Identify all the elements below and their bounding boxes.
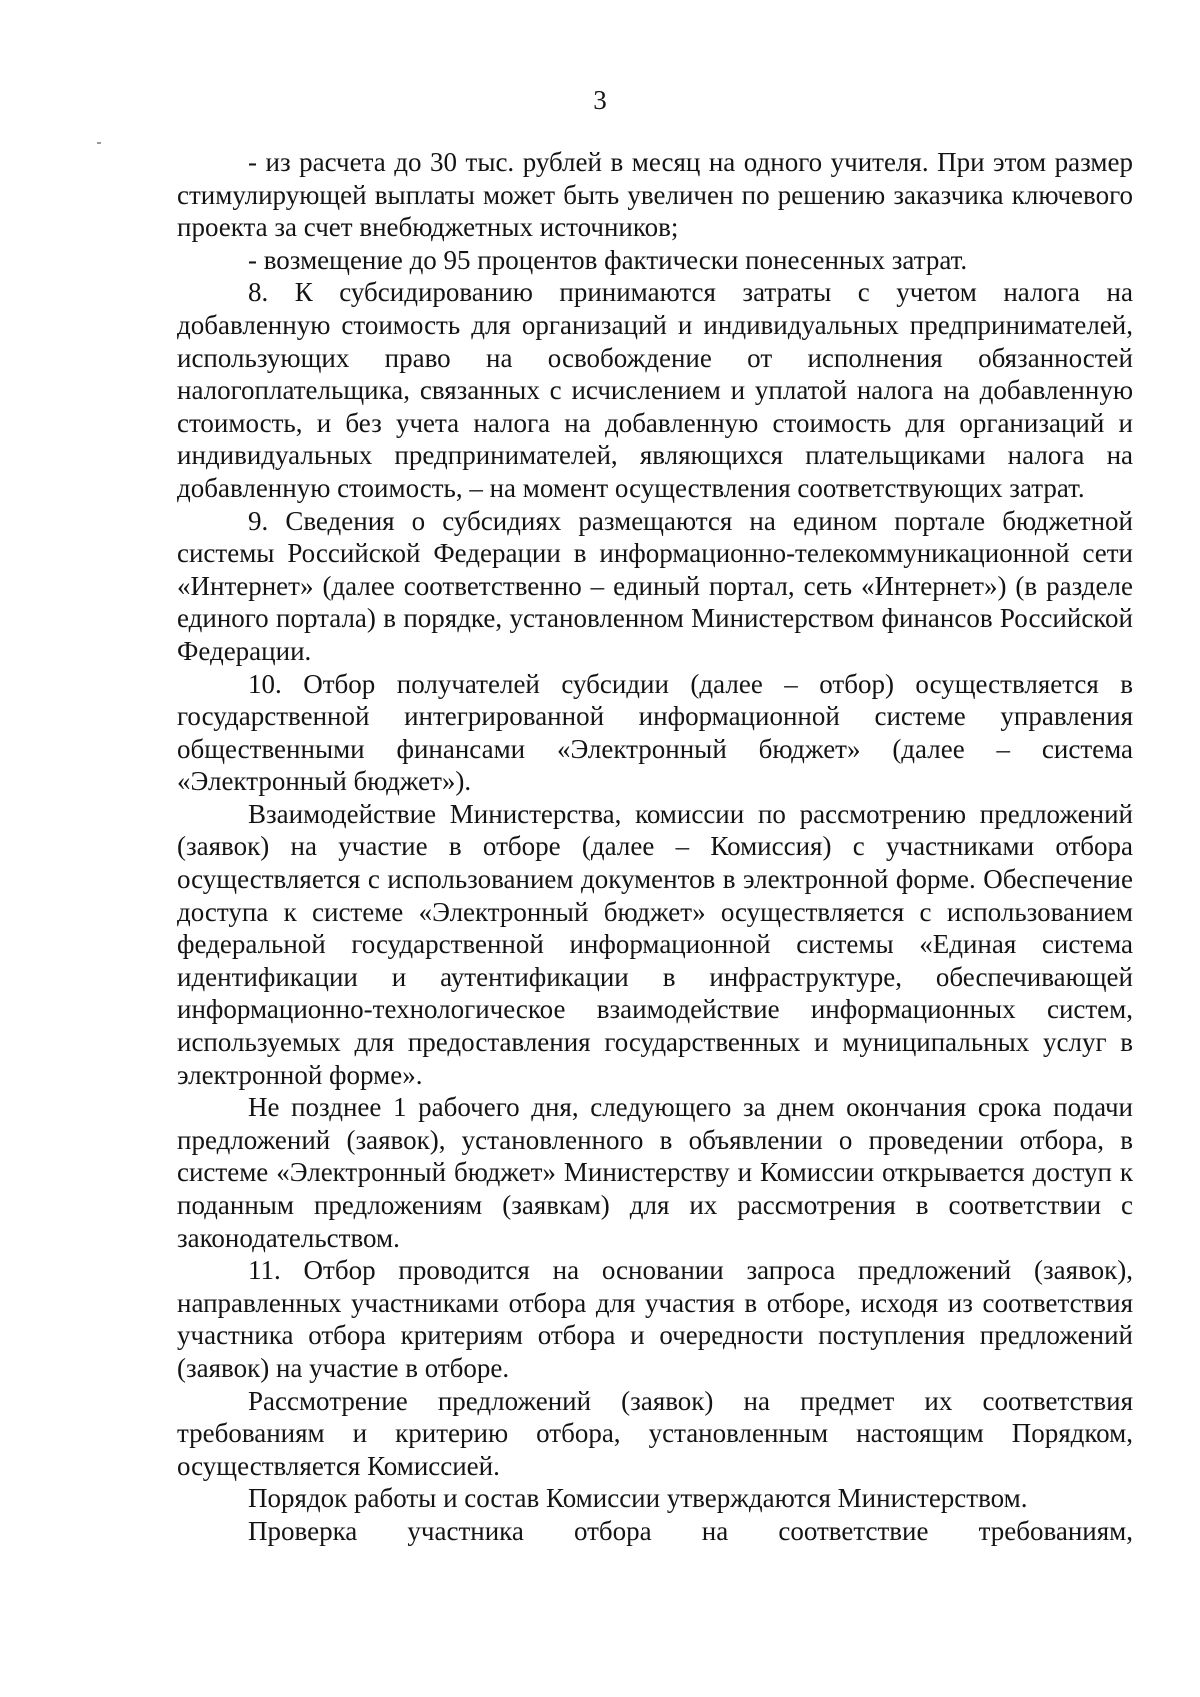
paragraph-9-subsidy-information: 9. Сведения о субсидиях размещаются на едином портале бюджетной системы Российской Федерации в информационно-телекоммуникационной сети «Интернет» (далее соответственно – единый портал, сеть «Интернет») (в разделе единого портала) в порядке, установленном Министерством финансов Российской Федерации. [177, 505, 1133, 666]
paragraph-commission-procedure: Порядок работы и состав Комиссии утверждаются Министерством. [248, 1483, 1028, 1514]
paragraph-11-selection-basis: 11. Отбор проводится на основании запроса предложений (заявок), направленных участниками отбора для участия в отборе, исходя из соответствия участника отбора критериям отбора и очередности поступления предложений (заявок) на участие в отборе. [177, 1255, 1133, 1383]
paragraph-application-review: Рассмотрение предложений (заявок) на предмет их соответствия требованиям и критерию отбора, установленным настоящим Порядком, осуществляется Комиссией. [177, 1385, 1133, 1481]
paragraph-cost-reimbursement: - возмещение до 95 процентов фактически понесенных затрат. [248, 244, 968, 275]
document-body [177, 146, 1133, 1548]
paragraph-10-selection-system: 10. Отбор получателей субсидии (далее – отбор) осуществляется в государственной интегрированной информационной системе управления общественными финансами «Электронный бюджет» (далее – система «Электронный бюджет»). [177, 668, 1133, 797]
paragraph-commission-interaction: Взаимодействие Министерства, комиссии по рассмотрению предложений (заявок) на участие в отборе (далее – Комиссия) с участниками отбора осуществляется с использованием документов в электронной форме. Обеспечение доступа к системе «Электронный бюджет» осуществляется с использованием федеральной государственной информационной системы «Единая система идентификации и аутентификации в инфраструктуре, обеспечивающей информационно-технологическое взаимодействие информационных систем, используемых для предоставления государственных и муниципальных услуг в электронной форме». [177, 798, 1133, 1090]
scan-mark [97, 142, 101, 144]
page-number: 3 [593, 85, 607, 115]
paragraph-participant-check: Проверка участника отбора на соответствие требованиям, [248, 1515, 1133, 1546]
paragraph-application-access: Не позднее 1 рабочего дня, следующего за днем окончания срока подачи предложений (заявок), установленного в объявлении о проведении отбора, в системе «Электронный бюджет» Министерству и Комиссии открывается доступ к поданным предложениям (заявкам) для их рассмотрения в соответствии с законодательством. [177, 1092, 1133, 1253]
paragraph-stipend-calculation: - из расчета до 30 тыс. рублей в месяц на одного учителя. При этом размер стимулирующей выплаты может быть увеличен по решению заказчика ключевого проекта за счет внебюджетных источников; [177, 147, 1133, 243]
paragraph-8-vat-costs: 8. К субсидированию принимаются затраты с учетом налога на добавленную стоимость для организаций и индивидуальных предпринимателей, использующих право на освобождение от исполнения обязанностей налогоплательщика, связанных с исчислением и уплатой налога на добавленную стоимость, и без учета налога на добавленную стоимость для организаций и индивидуальных предпринимателей, являющихся плательщиками налога на добавленную стоимость, – на момент осуществления соответствующих затрат. [177, 277, 1133, 503]
